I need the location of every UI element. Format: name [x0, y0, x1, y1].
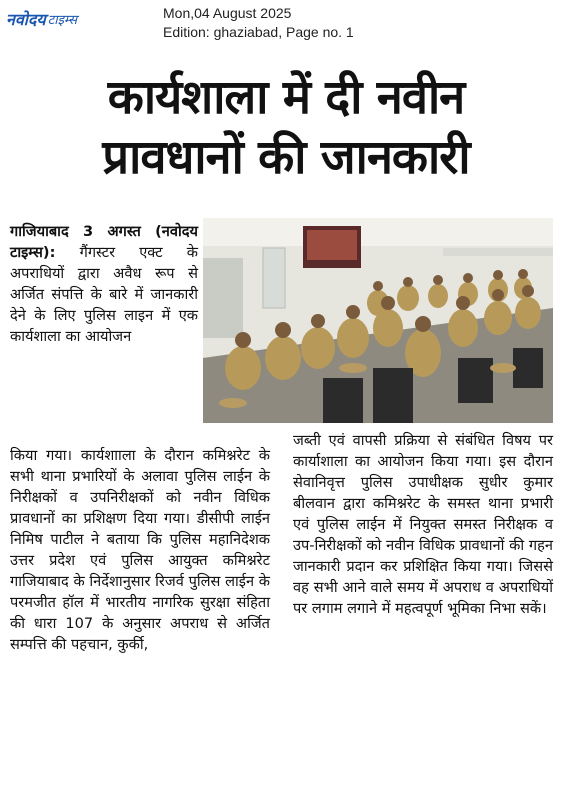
article-column-2	[293, 430, 553, 619]
newspaper-logo[interactable]	[6, 8, 77, 30]
masthead-bar	[0, 0, 572, 48]
headline-line-1: कार्यशाला में दी नवीन	[107, 70, 465, 125]
article-dateline: गाजियाबाद 3 अगस्त (नवोदय टाइम्स):	[10, 222, 198, 261]
article-intro-column	[10, 206, 198, 361]
article-photo	[203, 218, 553, 423]
article-column-1	[10, 430, 270, 669]
headline-line-2: प्रावधानों की जानकारी	[102, 130, 470, 185]
edition-date: Mon,04 August 2025	[163, 5, 292, 21]
article-headline	[0, 68, 572, 188]
logo-main-text: नवोदय	[6, 10, 46, 29]
article-paragraph-1: किया गया। कार्यशााला के दौरान कमिश्नरेट के सभी थाना प्रभारियों के अलावा पुलिस लाईन के निरीक्षकों व उपनिरीक्षकों को नवीन विधिक प्रावधानों का प्रशिक्षण दिया गया। डीसीपी लाईन निमिष पाटील ने बताया कि पुलिस महानिदेशक उत्तर प्रदेश एवं पुलिस आयुक्त कमिश्नरेट गाजियाबाद के निर्देशानुसार रिजर्व पुलिस लाईन के परमजीत हॉल में भारतीय नागरिक सुरक्षा संहिता की धारा 107 के अनुसार अपराध से अर्जित सम्पत्ति की पहचान, कुर्की,	[10, 446, 270, 653]
edition-page: Edition: ghaziabad, Page no. 1	[163, 24, 354, 40]
edition-meta	[163, 4, 354, 42]
article-paragraph-2: जब्ती एवं वापसी प्रक्रिया से संबंधित विषय पर कार्याशाला का आयोजन किया गया। इस दौरान सेवानिवृत्त पुलिस उपाधीक्षक सुधीर कुमार बीलवान द्वारा कमिश्नरेट के समस्त थाना प्रभारी एवं पुलिस लाईन में नियुक्त समस्त निरीक्षक व उप-निरीक्षकों को नवीन विधिक प्रावधानों की गहन जानकारी प्रदान कर प्रशिक्षित किया गया। जिससे वह सभी आने वाले समय में अपराध व अपराधियों पर लगाम लगाने में महत्वपूर्ण भूमिका निभा सकें।	[293, 432, 553, 617]
logo-sub-text: टाइम्स	[47, 13, 78, 28]
training-hall-photo	[203, 218, 553, 423]
article-paragraph-1-intro: गैंगस्टर एक्ट के अपराधियों द्वारा अवैध रूप से अर्जित संपत्ति के बारे में जानकारी देने के लिए पुलिस लाइन में एक कार्यशाला का आयोजन	[10, 243, 198, 345]
